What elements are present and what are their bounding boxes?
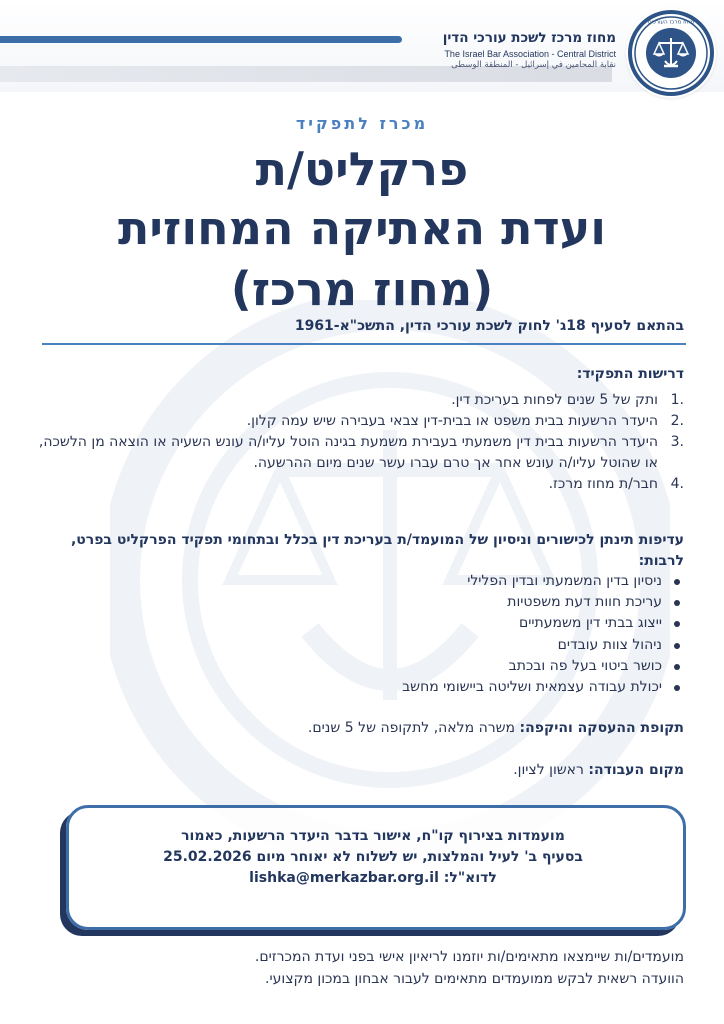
bullet-icon: [674, 643, 680, 649]
bullet-icon: [674, 600, 680, 606]
preference-text: ייצוג בבתי דין משמעתיים: [518, 615, 662, 632]
preference-item: [38, 635, 684, 656]
employment-scope: [38, 718, 684, 739]
preference-text: ניסיון בדין המשמעתי ובדין הפלילי: [467, 573, 662, 589]
scales-of-justice-icon: [632, 14, 710, 92]
logo-ring-text: מחוז מרכז העורכים: [647, 19, 695, 26]
contact-email-link[interactable]: lishka@merkazbar.org.il: [249, 870, 439, 886]
requirement-text: ותק של 5 שנים לפחות בעריכת דין.: [451, 392, 658, 408]
footer-line-1: מועמדים/ות שיימצאו מתאימים/ות יוזמנו לריאיון אישי בפני ועדת המכרזים.: [254, 949, 684, 965]
preference-text: עריכת חוות דעת משפטיות: [507, 594, 662, 611]
preference-item: [38, 592, 684, 613]
submission-text: [93, 826, 653, 889]
page-title-district: (מחוז מרכז): [230, 262, 494, 316]
bullet-icon: [674, 685, 680, 691]
org-name-block: [406, 30, 616, 71]
requirement-number: 4.: [670, 476, 684, 492]
requirement-number: 3.: [670, 434, 684, 450]
page-title-committee: ועדת האתיקה המחוזית: [117, 201, 607, 255]
requirement-item: [38, 390, 684, 411]
preference-item: [38, 677, 684, 698]
requirement-number: 2.: [670, 413, 684, 429]
preference-text: יכולת עבודה עצמאית ושליטה ביישומי מחשב: [402, 679, 662, 696]
org-name-english: The Israel Bar Association - Central District: [444, 49, 616, 59]
preferences-list: [38, 571, 684, 698]
page-title-role: פרקליט/ת: [255, 142, 469, 196]
footer-line-2: הוועדה רשאית לבקש ממועמדים מתאימים לעבור אבחון במכון מקצועי.: [265, 971, 684, 987]
submission-line-2: בסעיף ב' לעיל והמלצות, יש לשלוח לא יאוחר מיום 25.02.2026: [163, 849, 583, 865]
preference-text: כושר ביטוי בעל פה ובכתב: [508, 657, 662, 674]
preference-item: [38, 571, 684, 592]
requirements-heading: דרישות התפקיד:: [576, 366, 684, 382]
submission-line-1: מועמדות בצירוף קו"ח, אישור בדבר היעדר הרשעות, כאמור: [181, 828, 565, 844]
requirement-item: [38, 411, 684, 432]
work-place: [38, 760, 684, 781]
org-name-hebrew: מחוז מרכז לשכת עורכי הדין: [442, 30, 616, 46]
preference-item: [38, 656, 684, 677]
preferences-heading: עדיפות תינתן לכישורים וניסיון של המועמד/ת בעריכת דין בכלל ובתחומי תפקיד הפרקליט בפרט, לרבות:: [70, 532, 684, 569]
preference-text: ניהול צוות עובדים: [557, 636, 662, 653]
footer-note: [38, 946, 684, 990]
email-prefix: לדוא"ל:: [438, 870, 497, 886]
org-name-arabic: نقابة المحامين في إسرائيل - المنطقة الوسطى: [451, 60, 616, 70]
work-place-label: מקום העבודה:: [588, 762, 684, 778]
bullet-icon: [674, 621, 680, 627]
title-divider: [42, 343, 686, 345]
submission-line-3: [93, 868, 653, 889]
requirement-text: חבר/ת מחוז מרכז.: [548, 476, 658, 492]
requirement-text: היעדר הרשעות בבית משפט או בבית-דין צבאי בעבירה שיש עמה קלון.: [246, 413, 658, 429]
bar-association-logo: [628, 10, 714, 96]
header-blue-stripe: [0, 36, 402, 43]
employment-scope-label: תקופת ההעסקה והיקפה:: [519, 720, 684, 736]
requirement-text: היעדר הרשעות בבית דין משמעתי בעבירת משמעת בגינה הוטל עליו/ה עונש השעיה או הוצאה מן הלשכה, או שהוטל עליו/ה עונש אחר אך טרם עברו עשר שנים מיום ההרשעה.: [38, 434, 658, 471]
submission-box: [66, 805, 686, 930]
requirements-list: [38, 390, 684, 495]
preference-item: [38, 613, 684, 634]
bullet-icon: [674, 579, 680, 585]
requirement-item: [38, 432, 684, 474]
employment-scope-value: משרה מלאה, לתקופה של 5 שנים.: [307, 720, 520, 736]
tender-label: מכרז לתפקיד: [295, 114, 429, 133]
requirement-number: 1.: [670, 392, 684, 408]
bullet-icon: [674, 664, 680, 670]
requirement-item: [38, 474, 684, 495]
law-reference: בהתאם לסעיף 18ג' לחוק לשכת עורכי הדין, התשכ"א-1961: [294, 318, 684, 334]
work-place-value: ראשון לציון.: [513, 762, 589, 778]
